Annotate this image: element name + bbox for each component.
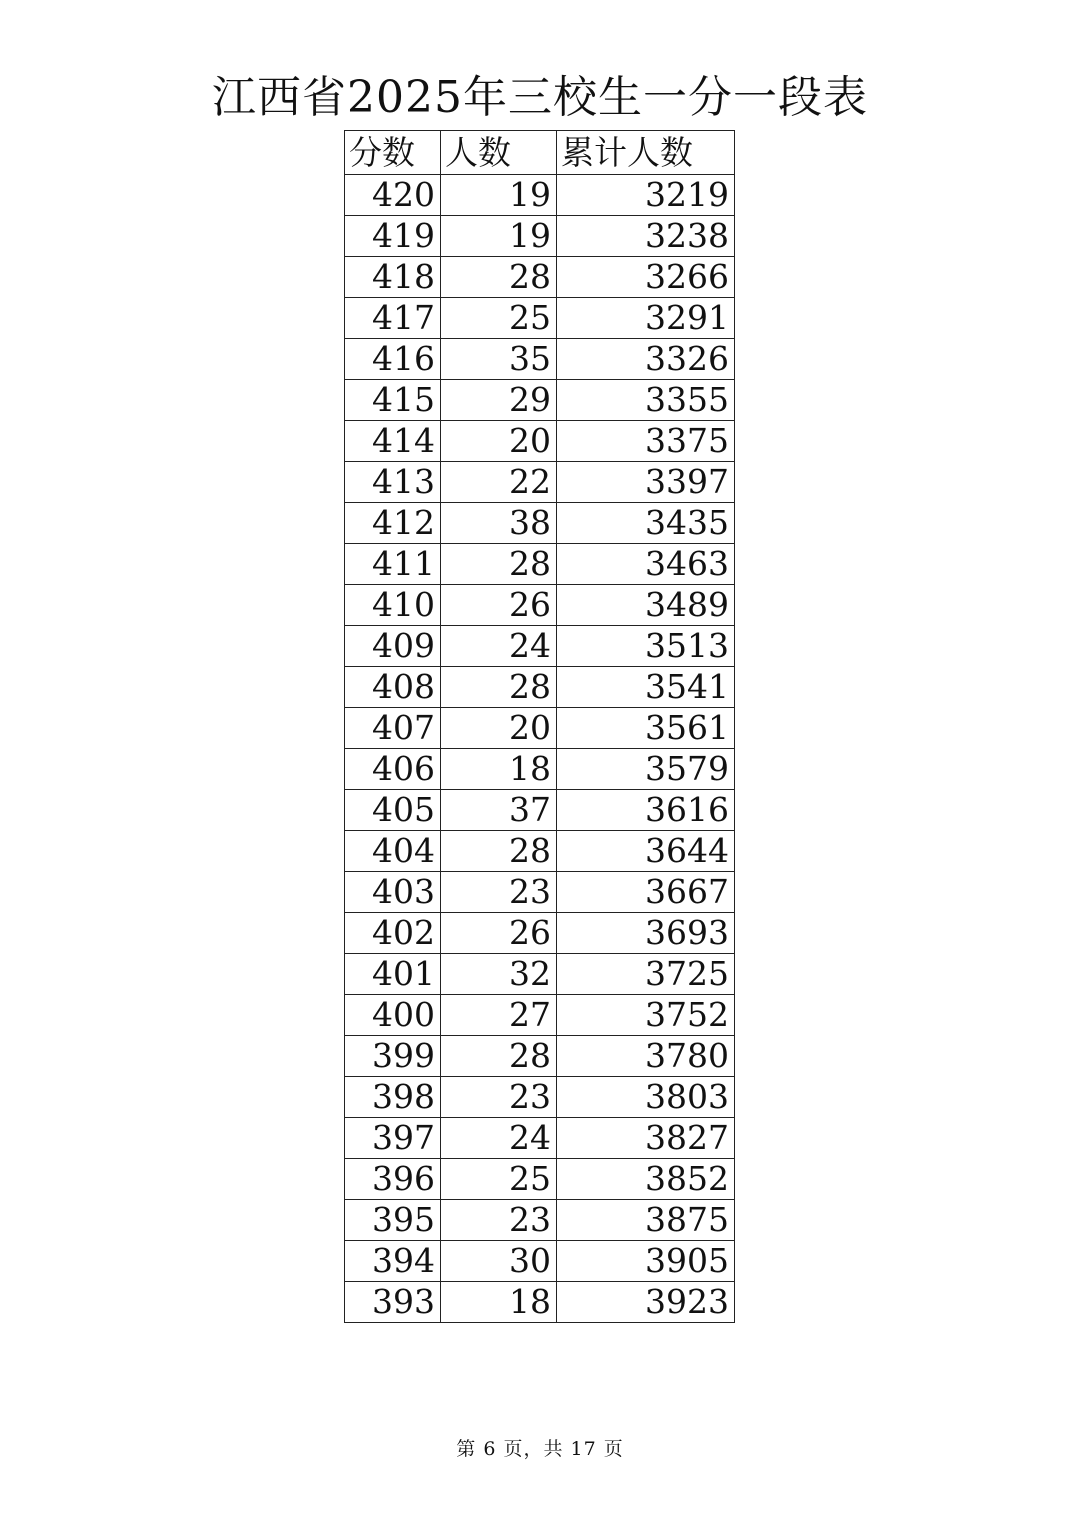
cell-cumulative: 3693 bbox=[557, 913, 735, 954]
cell-count: 28 bbox=[441, 257, 557, 298]
table-row bbox=[345, 257, 735, 298]
cell-score: 416 bbox=[345, 339, 441, 380]
table-row bbox=[345, 831, 735, 872]
cell-count: 32 bbox=[441, 954, 557, 995]
cell-cumulative: 3852 bbox=[557, 1159, 735, 1200]
table-row bbox=[345, 544, 735, 585]
cell-count: 22 bbox=[441, 462, 557, 503]
cell-count: 23 bbox=[441, 872, 557, 913]
score-distribution-table bbox=[344, 130, 735, 1323]
cell-score: 400 bbox=[345, 995, 441, 1036]
cell-cumulative: 3238 bbox=[557, 216, 735, 257]
cell-cumulative: 3923 bbox=[557, 1282, 735, 1323]
cell-count: 28 bbox=[441, 544, 557, 585]
table-row bbox=[345, 1282, 735, 1323]
table-row bbox=[345, 1159, 735, 1200]
cell-count: 24 bbox=[441, 626, 557, 667]
cell-count: 28 bbox=[441, 1036, 557, 1077]
cell-cumulative: 3725 bbox=[557, 954, 735, 995]
cell-score: 414 bbox=[345, 421, 441, 462]
cell-cumulative: 3905 bbox=[557, 1241, 735, 1282]
table-row bbox=[345, 462, 735, 503]
cell-score: 397 bbox=[345, 1118, 441, 1159]
cell-count: 25 bbox=[441, 1159, 557, 1200]
cell-cumulative: 3616 bbox=[557, 790, 735, 831]
cell-cumulative: 3489 bbox=[557, 585, 735, 626]
cell-count: 38 bbox=[441, 503, 557, 544]
cell-score: 403 bbox=[345, 872, 441, 913]
table-row bbox=[345, 175, 735, 216]
cell-count: 35 bbox=[441, 339, 557, 380]
cell-cumulative: 3375 bbox=[557, 421, 735, 462]
cell-score: 413 bbox=[345, 462, 441, 503]
cell-score: 415 bbox=[345, 380, 441, 421]
table-row bbox=[345, 298, 735, 339]
table-row bbox=[345, 1036, 735, 1077]
table-row bbox=[345, 339, 735, 380]
cell-cumulative: 3780 bbox=[557, 1036, 735, 1077]
cell-cumulative: 3463 bbox=[557, 544, 735, 585]
cell-score: 418 bbox=[345, 257, 441, 298]
table-row bbox=[345, 1200, 735, 1241]
cell-count: 30 bbox=[441, 1241, 557, 1282]
page-footer: 第 6 页，共 17 页 bbox=[456, 1438, 624, 1460]
table-row bbox=[345, 995, 735, 1036]
cell-score: 406 bbox=[345, 749, 441, 790]
cell-score: 398 bbox=[345, 1077, 441, 1118]
cell-cumulative: 3513 bbox=[557, 626, 735, 667]
cell-cumulative: 3579 bbox=[557, 749, 735, 790]
cell-count: 20 bbox=[441, 708, 557, 749]
cell-count: 18 bbox=[441, 749, 557, 790]
cell-cumulative: 3435 bbox=[557, 503, 735, 544]
cell-cumulative: 3397 bbox=[557, 462, 735, 503]
cell-cumulative: 3291 bbox=[557, 298, 735, 339]
cell-score: 394 bbox=[345, 1241, 441, 1282]
table-row bbox=[345, 667, 735, 708]
page-title: 江西省2025年三校生一分一段表 bbox=[212, 72, 868, 123]
cell-score: 402 bbox=[345, 913, 441, 954]
table-row bbox=[345, 626, 735, 667]
table-row bbox=[345, 503, 735, 544]
table-row bbox=[345, 1077, 735, 1118]
cell-score: 395 bbox=[345, 1200, 441, 1241]
table-row bbox=[345, 421, 735, 462]
cell-score: 417 bbox=[345, 298, 441, 339]
table-row bbox=[345, 872, 735, 913]
cell-score: 407 bbox=[345, 708, 441, 749]
header-score: 分数 bbox=[345, 131, 441, 175]
table-header-row bbox=[345, 131, 735, 175]
cell-score: 405 bbox=[345, 790, 441, 831]
cell-count: 19 bbox=[441, 175, 557, 216]
cell-cumulative: 3219 bbox=[557, 175, 735, 216]
table-row bbox=[345, 1118, 735, 1159]
cell-cumulative: 3326 bbox=[557, 339, 735, 380]
cell-count: 23 bbox=[441, 1200, 557, 1241]
cell-count: 28 bbox=[441, 667, 557, 708]
table-body bbox=[345, 175, 735, 1323]
cell-cumulative: 3561 bbox=[557, 708, 735, 749]
table-row bbox=[345, 790, 735, 831]
cell-cumulative: 3541 bbox=[557, 667, 735, 708]
cell-score: 409 bbox=[345, 626, 441, 667]
cell-count: 20 bbox=[441, 421, 557, 462]
table-row bbox=[345, 216, 735, 257]
cell-count: 19 bbox=[441, 216, 557, 257]
cell-count: 29 bbox=[441, 380, 557, 421]
table-row bbox=[345, 1241, 735, 1282]
table-row bbox=[345, 585, 735, 626]
cell-score: 408 bbox=[345, 667, 441, 708]
table-row bbox=[345, 749, 735, 790]
cell-score: 399 bbox=[345, 1036, 441, 1077]
cell-count: 27 bbox=[441, 995, 557, 1036]
header-cumulative: 累计人数 bbox=[557, 131, 735, 175]
cell-score: 419 bbox=[345, 216, 441, 257]
cell-score: 401 bbox=[345, 954, 441, 995]
cell-cumulative: 3266 bbox=[557, 257, 735, 298]
cell-cumulative: 3752 bbox=[557, 995, 735, 1036]
cell-score: 404 bbox=[345, 831, 441, 872]
cell-cumulative: 3644 bbox=[557, 831, 735, 872]
cell-cumulative: 3355 bbox=[557, 380, 735, 421]
cell-score: 393 bbox=[345, 1282, 441, 1323]
cell-count: 25 bbox=[441, 298, 557, 339]
cell-count: 37 bbox=[441, 790, 557, 831]
cell-score: 412 bbox=[345, 503, 441, 544]
header-count: 人数 bbox=[441, 131, 557, 175]
table-row bbox=[345, 708, 735, 749]
cell-count: 26 bbox=[441, 585, 557, 626]
table-row bbox=[345, 380, 735, 421]
cell-cumulative: 3667 bbox=[557, 872, 735, 913]
cell-score: 410 bbox=[345, 585, 441, 626]
cell-cumulative: 3875 bbox=[557, 1200, 735, 1241]
cell-score: 396 bbox=[345, 1159, 441, 1200]
cell-cumulative: 3803 bbox=[557, 1077, 735, 1118]
cell-score: 420 bbox=[345, 175, 441, 216]
table-row bbox=[345, 954, 735, 995]
cell-count: 28 bbox=[441, 831, 557, 872]
cell-cumulative: 3827 bbox=[557, 1118, 735, 1159]
cell-count: 23 bbox=[441, 1077, 557, 1118]
cell-count: 26 bbox=[441, 913, 557, 954]
cell-score: 411 bbox=[345, 544, 441, 585]
table-row bbox=[345, 913, 735, 954]
cell-count: 18 bbox=[441, 1282, 557, 1323]
cell-count: 24 bbox=[441, 1118, 557, 1159]
